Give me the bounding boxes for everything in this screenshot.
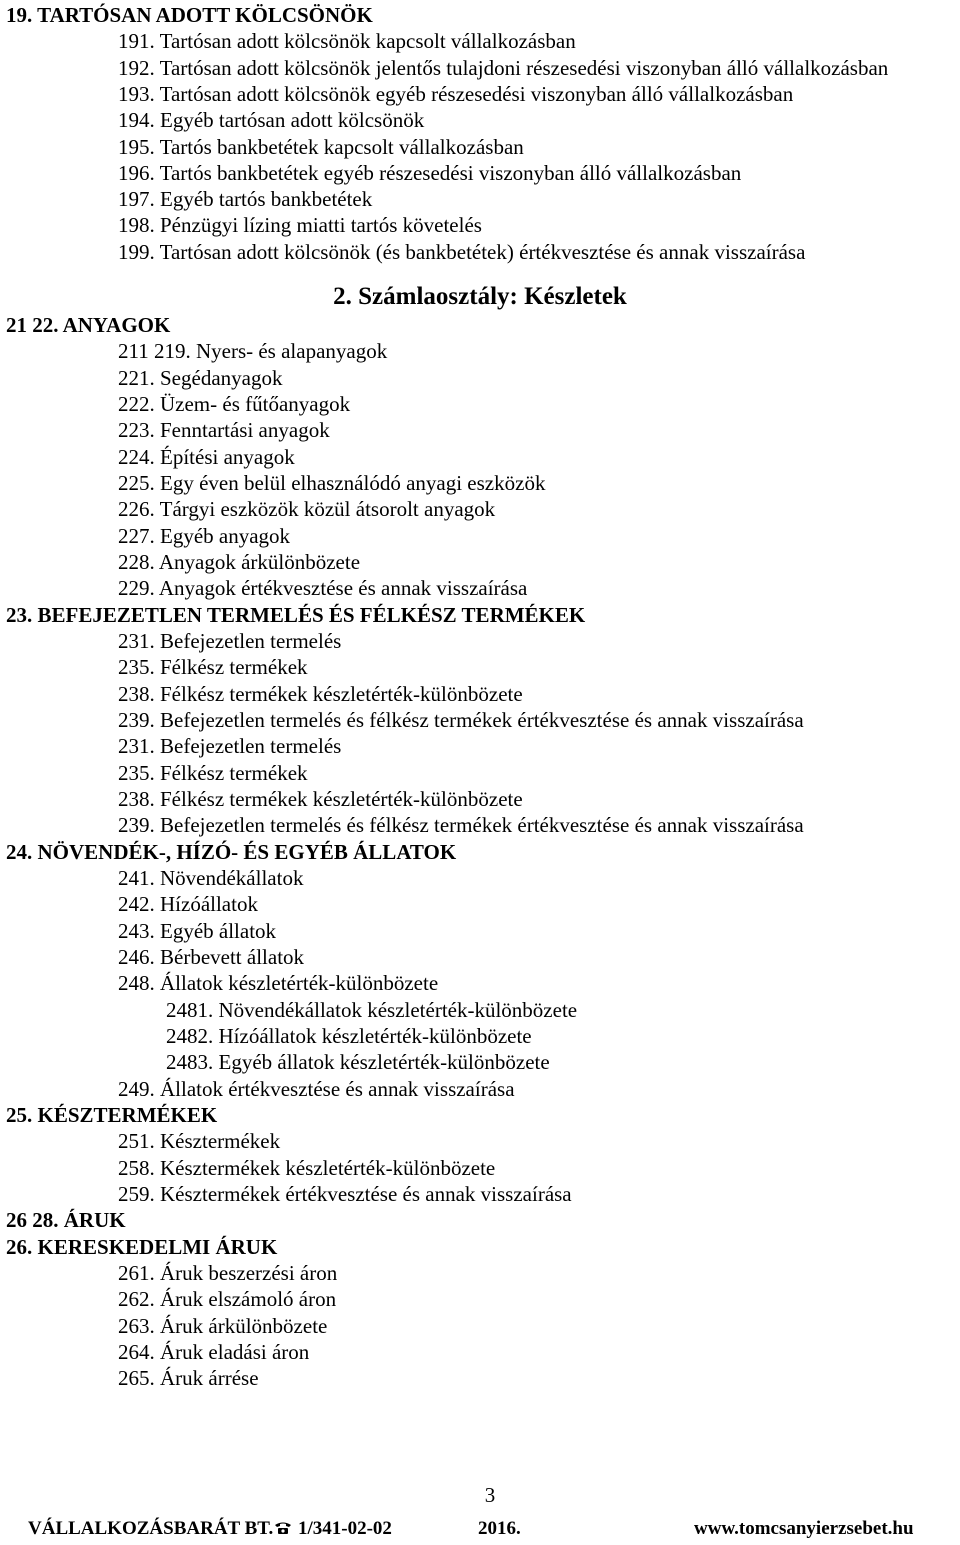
account-item: 225. Egy éven belül elhasználódó anyagi eszközök (118, 470, 546, 495)
account-item: 241. Növendékállatok (118, 865, 304, 890)
footer-phone-number: 1/341-02-02 (298, 1518, 392, 1539)
account-item: 222. Üzem- és fűtőanyagok (118, 391, 351, 416)
account-item: 248. Állatok készletérték-különbözete (118, 971, 439, 996)
account-item: 193. Tartósan adott kölcsönök egyéb részesedési viszonyban álló vállalkozásban (118, 81, 794, 106)
account-item: 221. Segédanyagok (118, 365, 283, 390)
account-item: 239. Befejezetlen termelés és félkész termékek értékvesztése és annak visszaírása (118, 813, 804, 838)
account-item: 211 219. Nyers- és alapanyagok (118, 339, 388, 364)
account-item: 238. Félkész termékek készletérték-különbözete (118, 681, 523, 706)
section-heading: 19. TARTÓSAN ADOTT KÖLCSÖNÖK (6, 3, 373, 27)
account-item: 191. Tartósan adott kölcsönök kapcsolt vállalkozásban (118, 29, 576, 54)
section-heading: 26. KERESKEDELMI ÁRUK (6, 1234, 278, 1259)
account-item: 197. Egyéb tartós bankbetétek (118, 187, 373, 212)
section-heading: 24. NÖVENDÉK-, HÍZÓ- ÉS EGYÉB ÁLLATOK (6, 839, 457, 864)
footer-phone (274, 1518, 392, 1540)
account-item: 242. Hízóállatok (118, 892, 258, 917)
account-item: 195. Tartós bankbetétek kapcsolt vállalkozásban (118, 134, 524, 159)
account-item: 261. Áruk beszerzési áron (118, 1260, 338, 1285)
account-item: 264. Áruk eladási áron (118, 1339, 310, 1364)
account-item: 199. Tartósan adott kölcsönök (és bankbetétek) értékvesztése és annak visszaírása (118, 239, 806, 264)
account-item: 229. Anyagok értékvesztése és annak visszaírása (118, 576, 528, 601)
account-item: 238. Félkész termékek készletérték-különbözete (118, 786, 523, 811)
footer-website[interactable]: www.tomcsanyierzsebet.hu (694, 1518, 914, 1539)
account-item: 235. Félkész termékek (118, 760, 308, 785)
section-heading: 23. BEFEJEZETLEN TERMELÉS ÉS FÉLKÉSZ TERMÉKEK (6, 602, 586, 627)
account-item: 231. Befejezetlen termelés (118, 734, 342, 759)
telephone-icon (274, 1521, 292, 1535)
account-item: 227. Egyéb anyagok (118, 523, 291, 548)
section-heading: 21 22. ANYAGOK (6, 313, 171, 337)
section-heading: 25. KÉSZTERMÉKEK (6, 1102, 218, 1127)
account-item: 196. Tartós bankbetétek egyéb részesedési viszonyban álló vállalkozásban (118, 160, 742, 185)
account-item: 243. Egyéb állatok (118, 918, 277, 943)
section-heading: 26 28. ÁRUK (6, 1208, 126, 1233)
page-number: 3 (484, 1483, 496, 1507)
account-item: 262. Áruk elszámoló áron (118, 1287, 337, 1312)
account-item: 228. Anyagok árkülönbözete (118, 549, 361, 574)
sub-account-item: 2482. Hízóállatok készletérték-különbözete (166, 1023, 532, 1048)
account-item: 246. Bérbevett állatok (118, 944, 305, 969)
account-item: 251. Késztermékek (118, 1129, 281, 1154)
account-item: 194. Egyéb tartósan adott kölcsönök (118, 108, 425, 133)
account-item: 263. Áruk árkülönbözete (118, 1313, 328, 1338)
account-item: 258. Késztermékek készletérték-különbözete (118, 1155, 496, 1180)
account-item: 224. Építési anyagok (118, 444, 295, 469)
page-footer (0, 1518, 960, 1544)
account-item: 235. Félkész termékek (118, 655, 308, 680)
account-item: 226. Tárgyi eszközök közül átsorolt anyagok (118, 497, 496, 522)
account-item: 198. Pénzügyi lízing miatti tartós követelés (118, 213, 482, 238)
account-item: 192. Tartósan adott kölcsönök jelentős tulajdoni részesedési viszonyban álló vállalkozásban (118, 55, 889, 80)
account-item: 223. Fenntartási anyagok (118, 418, 330, 443)
account-item: 265. Áruk árrése (118, 1366, 259, 1391)
section-title: 2. Számlaosztály: Készletek (333, 283, 627, 310)
footer-company: VÁLLALKOZÁSBARÁT BT. (28, 1518, 274, 1539)
account-item: 249. Állatok értékvesztése és annak visszaírása (118, 1076, 515, 1101)
account-item: 259. Késztermékek értékvesztése és annak visszaírása (118, 1181, 572, 1206)
account-item: 239. Befejezetlen termelés és félkész termékek értékvesztése és annak visszaírása (118, 707, 804, 732)
sub-account-item: 2481. Növendékállatok készletérték-különbözete (166, 997, 578, 1022)
account-item: 231. Befejezetlen termelés (118, 628, 342, 653)
footer-year: 2016. (478, 1518, 521, 1539)
sub-account-item: 2483. Egyéb állatok készletérték-különbözete (166, 1050, 550, 1075)
